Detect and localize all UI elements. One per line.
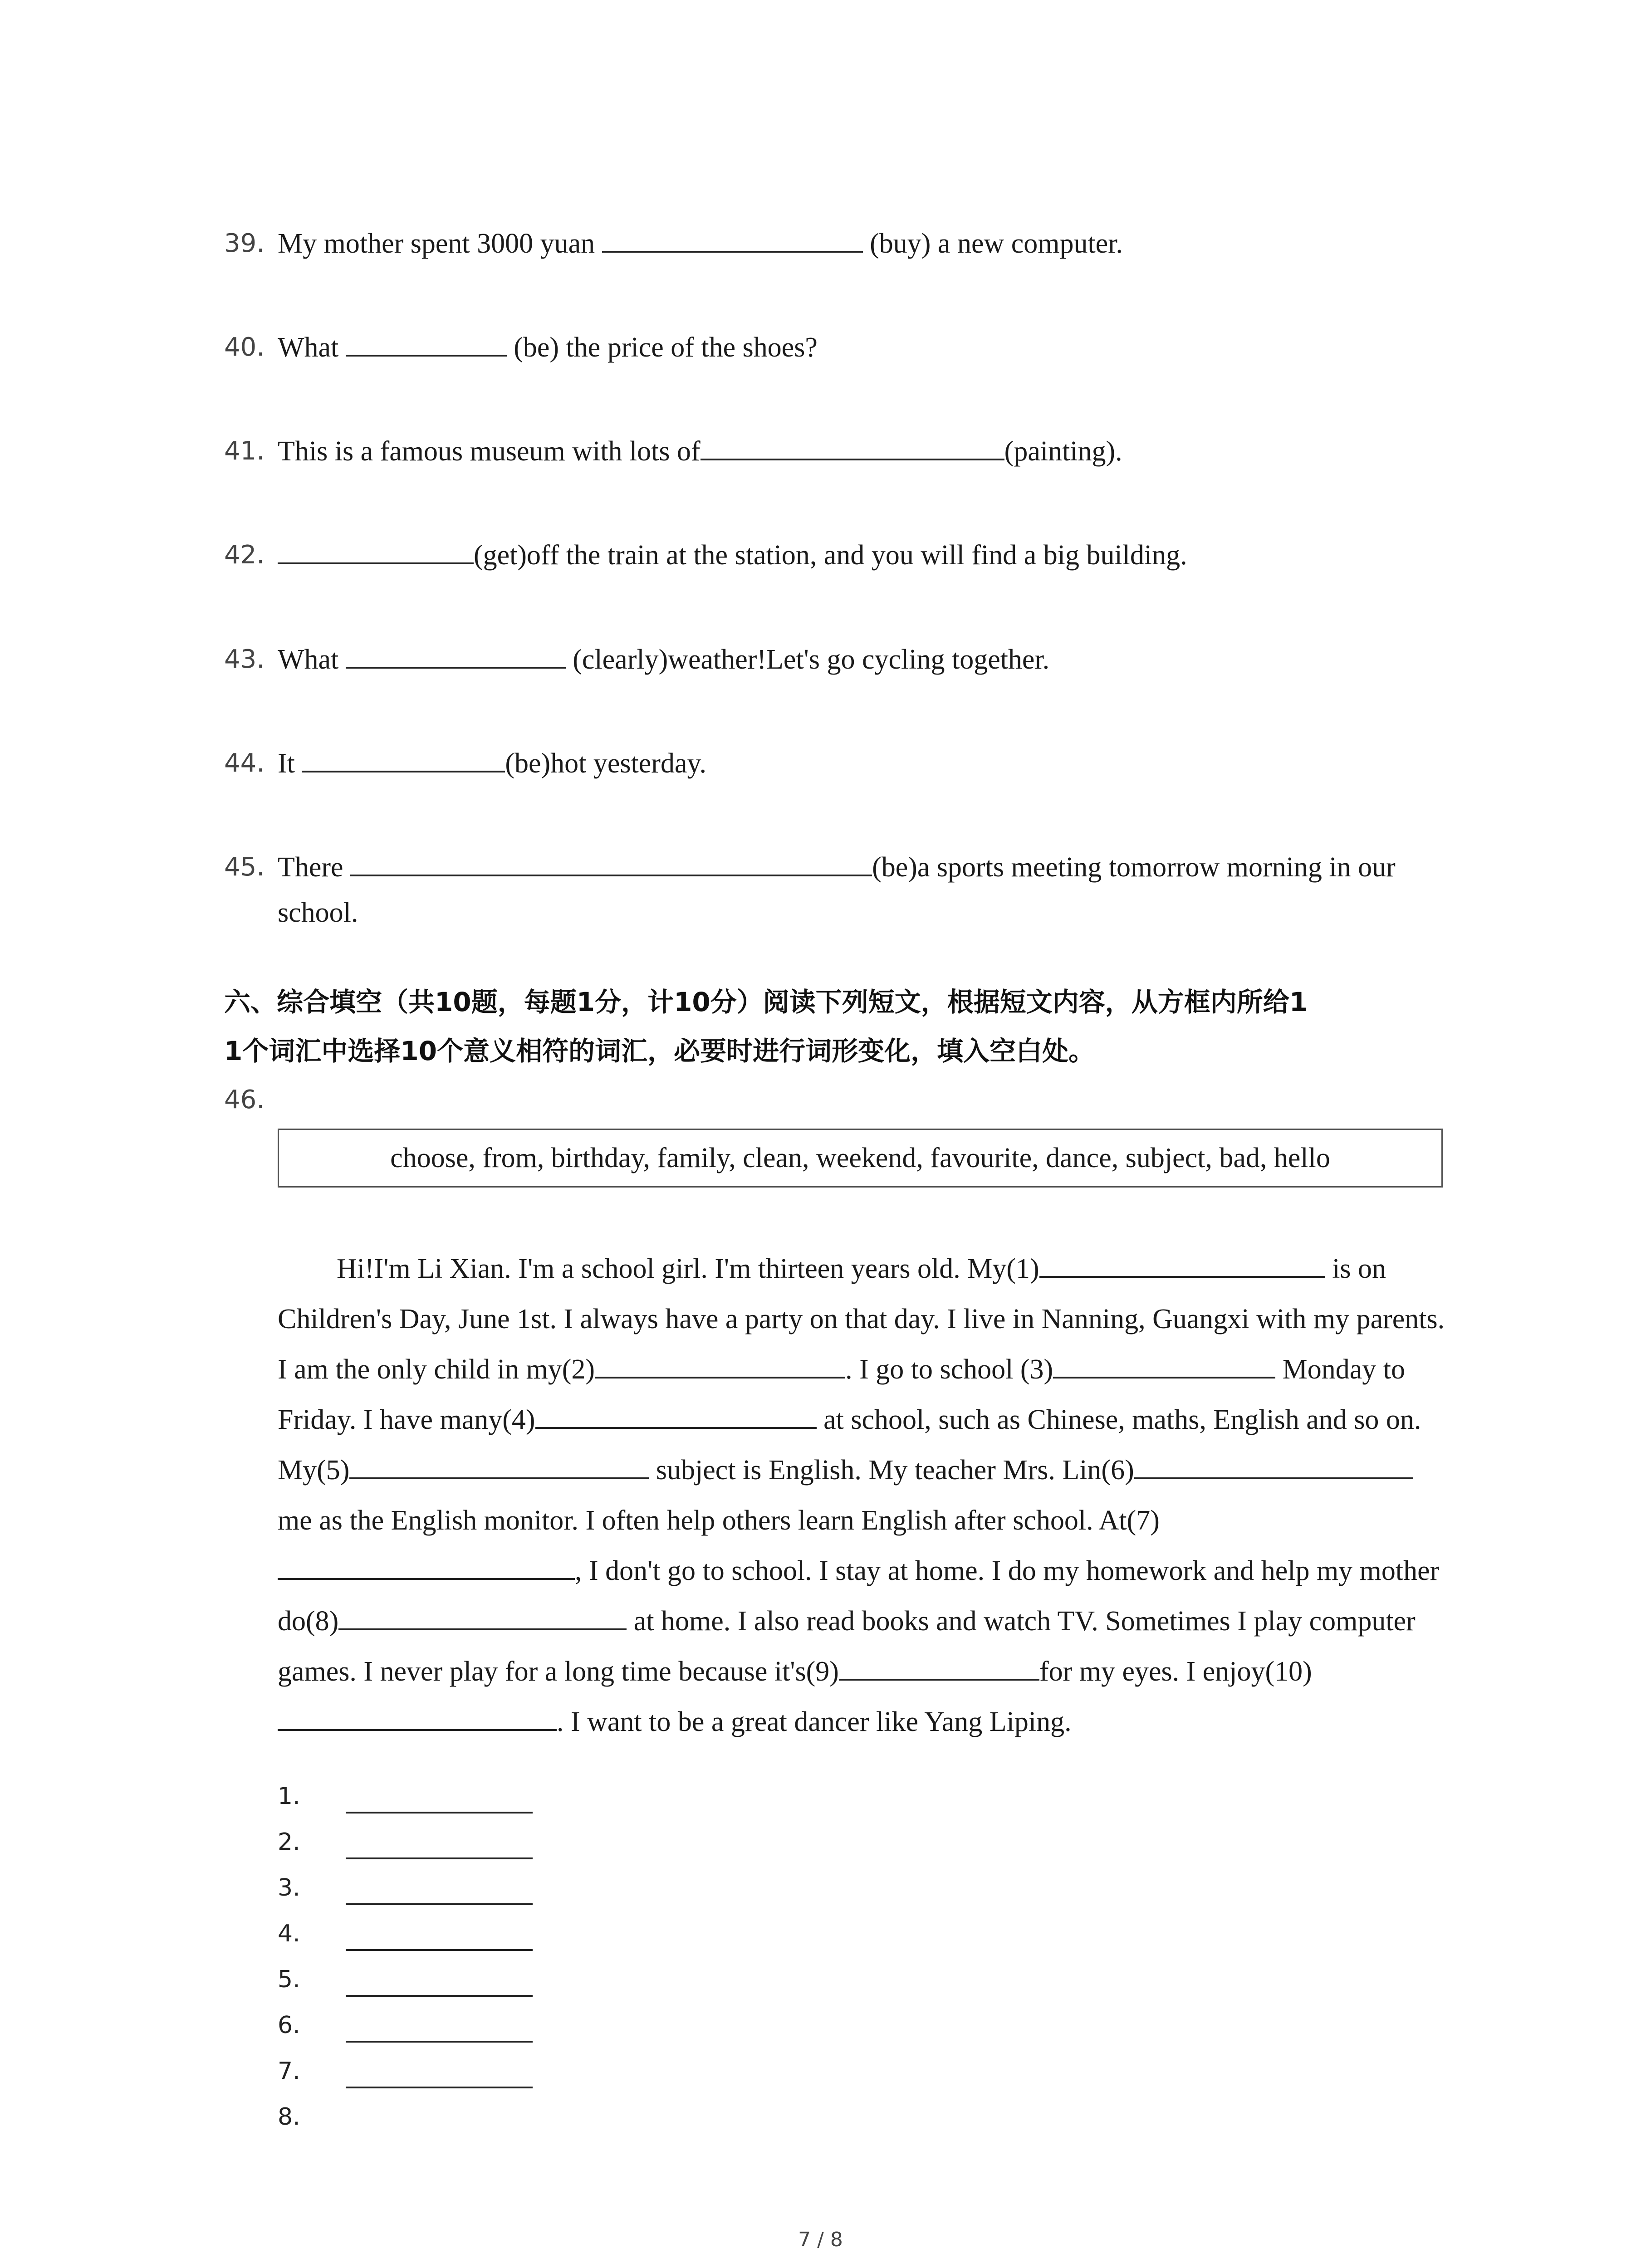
answer-blank[interactable] (602, 224, 863, 253)
cloze-blank-4[interactable] (535, 1400, 817, 1429)
passage-text: , I don't go to school. I stay at home. I do my homework and help my mother do(8) (278, 1555, 1440, 1637)
answer-number: 3. (278, 1874, 300, 1901)
answer-number: 4. (278, 1920, 300, 1947)
question-number: 45. (224, 852, 265, 882)
cloze-blank-3[interactable] (1053, 1349, 1275, 1378)
answer-blank[interactable] (302, 743, 505, 772)
question-45 (224, 845, 1449, 935)
answer-number: 8. (278, 2103, 300, 2131)
answer-number: 7. (278, 2058, 300, 2085)
question-text: (be)hot yesterday. (505, 748, 706, 779)
cloze-blank-7[interactable] (278, 1551, 575, 1580)
answer-blank[interactable] (346, 640, 566, 669)
question-number: 44. (224, 748, 265, 778)
question-text: There (278, 852, 351, 883)
question-text: What (278, 644, 346, 675)
answer-number: 6. (278, 2012, 300, 2039)
passage-text: Hi!I'm Li Xian. I'm a school girl. I'm thirteen years old. My(1) (337, 1253, 1039, 1284)
cloze-blank-9[interactable] (839, 1652, 1039, 1681)
passage-text: . I want to be a great dancer like Yang Liping. (557, 1706, 1072, 1737)
question-46-number: 46. (224, 1085, 265, 1114)
page-number: 7 / 8 (798, 2228, 843, 2251)
cloze-passage (278, 1244, 1448, 1747)
question-41 (224, 429, 1449, 474)
passage-text: for my eyes. I enjoy(10) (1039, 1656, 1312, 1687)
question-number: 41. (224, 436, 265, 466)
passage-text: Monday to Friday. I have many(4) (278, 1354, 1405, 1435)
answer-line[interactable] (346, 2087, 533, 2088)
question-number: 40. (224, 332, 265, 362)
section-heading-line-1: 六、综合填空（共10题，每题1分，计10分）阅读下列短文，根据短文内容，从方框内所给1 (224, 987, 1308, 1017)
answer-line[interactable] (346, 1812, 533, 1813)
cloze-blank-6[interactable] (1134, 1450, 1413, 1479)
word-box: choose, from, birthday, family, clean, weekend, favourite, dance, subject, bad, hello (278, 1129, 1443, 1188)
answer-line[interactable] (346, 2041, 533, 2043)
passage-text: subject is English. My teacher Mrs. Lin(6) (649, 1455, 1134, 1486)
question-42 (224, 533, 1449, 578)
passage-text: at home. I also read books and watch TV. Sometimes I play computer games. I never play for a long time because it's(9) (278, 1606, 1416, 1687)
passage-text: me as the English monitor. I often help others learn English after school. At(7) (278, 1505, 1160, 1536)
question-number: 43. (224, 645, 265, 674)
question-text: (clearly)weather!Let's go cycling together. (565, 644, 1050, 675)
question-text: (painting). (1004, 436, 1122, 467)
question-44 (224, 741, 1449, 786)
passage-text: at school, such as Chinese, maths, English and so on. My(5) (278, 1404, 1421, 1486)
question-43 (224, 637, 1449, 682)
section-heading (224, 978, 1449, 1075)
cloze-blank-10[interactable] (278, 1702, 557, 1731)
cloze-blank-5[interactable] (349, 1450, 649, 1479)
question-text: (be)a sports meeting tomorrow morning in our school. (278, 852, 1396, 928)
answer-number: 5. (278, 1966, 300, 1993)
question-40 (224, 325, 1449, 370)
cloze-blank-8[interactable] (338, 1601, 627, 1630)
question-text: What (278, 332, 346, 363)
question-number: 39. (224, 229, 265, 258)
passage-text: . I go to school (3) (845, 1354, 1053, 1385)
answer-blank[interactable] (350, 847, 872, 876)
question-text: This is a famous museum with lots of (278, 436, 700, 467)
question-text: It (278, 748, 302, 779)
answer-number: 2. (278, 1828, 300, 1856)
question-39 (224, 221, 1449, 266)
question-text: My mother spent 3000 yuan (278, 228, 602, 259)
question-text: (get)off the train at the station, and you will find a big building. (474, 540, 1187, 571)
answer-line[interactable] (346, 1949, 533, 1951)
answer-blank[interactable] (346, 327, 507, 357)
passage-text: is on Children's Day, June 1st. I always have a party on that day. I live in Nanning, Guangxi with my parents. I am the only child in my(2) (278, 1253, 1445, 1385)
cloze-blank-1[interactable] (1039, 1249, 1325, 1278)
question-text: (buy) a new computer. (862, 228, 1123, 259)
question-text: (be) the price of the shoes? (506, 332, 818, 363)
answer-blank[interactable] (700, 431, 1004, 460)
question-number: 42. (224, 540, 265, 570)
cloze-blank-2[interactable] (595, 1349, 845, 1378)
answer-line[interactable] (346, 1995, 533, 1997)
answer-line[interactable] (346, 1903, 533, 1905)
answer-blank[interactable] (278, 535, 474, 564)
section-heading-line-2: 1个词汇中选择10个意义相符的词汇，必要时进行词形变化，填入空白处。 (224, 1036, 1095, 1066)
answer-number: 1. (278, 1783, 300, 1810)
answer-line[interactable] (346, 1857, 533, 1859)
